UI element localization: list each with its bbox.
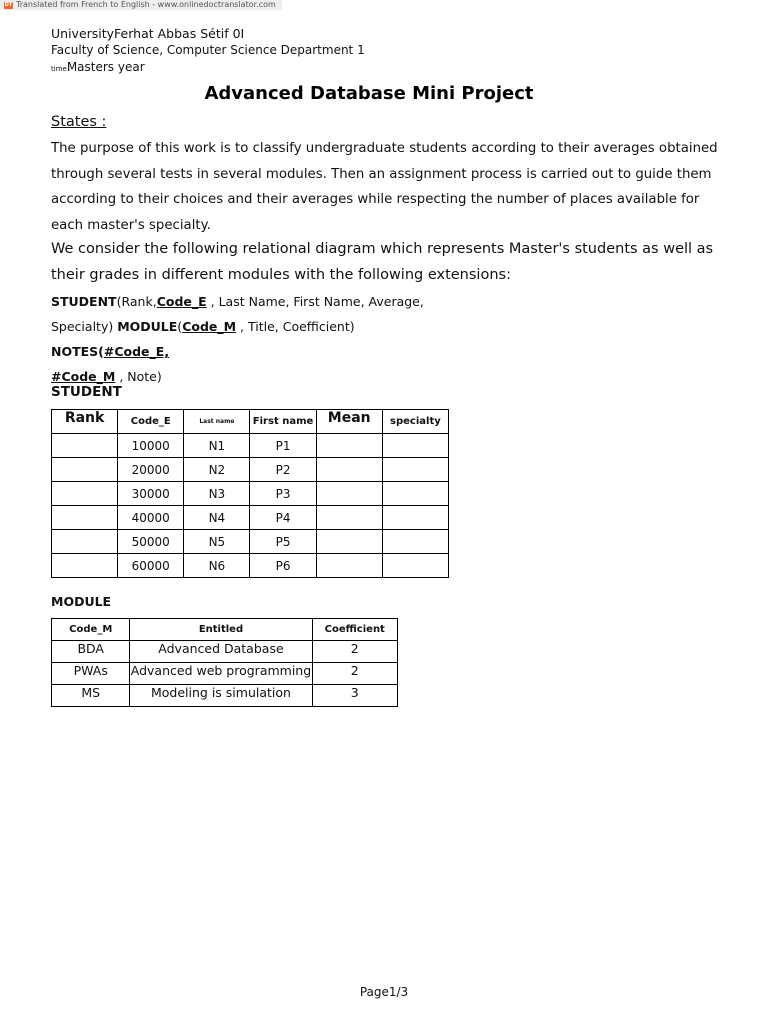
header-code-m: Code_M [52, 619, 130, 641]
translation-banner-text: Translated from French to English - www.onlinedoctranslator.com [16, 0, 276, 9]
table-cell: 40000 [118, 506, 184, 530]
table-cell: 20000 [118, 458, 184, 482]
table-row [52, 506, 449, 530]
table-row [52, 663, 398, 685]
table-cell [382, 482, 448, 506]
table-cell: N5 [184, 530, 250, 554]
table-row [52, 482, 449, 506]
table-cell: Modeling is simulation [130, 685, 312, 707]
table-cell: 2 [312, 663, 398, 685]
schema-key-code-m: Code_M [182, 319, 237, 334]
table-cell [52, 506, 118, 530]
university-line: UniversityFerhat Abbas Sétif 0I [51, 26, 245, 41]
table-cell [382, 530, 448, 554]
faculty-line: Faculty of Science, Computer Science Department 1 [51, 43, 365, 57]
header-entitled: Entitled [130, 619, 312, 641]
table-cell [316, 506, 382, 530]
table-cell [316, 530, 382, 554]
table-cell: BDA [52, 641, 130, 663]
module-table [51, 618, 398, 707]
table-cell: 3 [312, 685, 398, 707]
table-header-row [52, 619, 398, 641]
table-cell: N4 [184, 506, 250, 530]
table-header-row [52, 410, 449, 434]
table-cell: P6 [250, 554, 316, 578]
year-prefix: time [51, 65, 67, 73]
table-cell: 10000 [118, 434, 184, 458]
header-last-name: Last name [184, 410, 250, 434]
table-cell [52, 482, 118, 506]
table-cell: PWAs [52, 663, 130, 685]
header-mean: Mean [316, 410, 382, 434]
table-cell [382, 506, 448, 530]
header-code-e: Code_E [118, 410, 184, 434]
table-row [52, 641, 398, 663]
page-title: Advanced Database Mini Project [204, 83, 534, 104]
table-cell: P3 [250, 482, 316, 506]
table-cell: N1 [184, 434, 250, 458]
table-cell: P4 [250, 506, 316, 530]
year-line [51, 60, 145, 77]
table-cell: MS [52, 685, 130, 707]
schema-key-notes-code-m: #Code_M [51, 369, 116, 384]
table-cell: P1 [250, 434, 316, 458]
paragraph-purpose: The purpose of this work is to classify undergraduate students according to their averages obtained through several tests in several modules. Then an assignment process is carried out to guide them according to their choices and their averages while respecting the number of places available for each master's specialty. [51, 141, 718, 233]
schema-text: ( [98, 344, 104, 359]
module-section-label: MODULE [51, 594, 112, 609]
student-section-label: STUDENT [51, 384, 122, 400]
schema-key-code-e: Code_E [156, 294, 207, 309]
table-cell: 2 [312, 641, 398, 663]
table-cell: N2 [184, 458, 250, 482]
schema-student-name: STUDENT [51, 294, 117, 309]
header-coefficient: Coefficient [312, 619, 398, 641]
table-cell: Advanced Database [130, 641, 312, 663]
year-text: Masters year [66, 60, 145, 74]
schema-notes-name: NOTES [51, 344, 99, 359]
table-cell: N3 [184, 482, 250, 506]
table-cell: Advanced web programming [130, 663, 312, 685]
translation-banner[interactable] [0, 0, 282, 10]
states-heading: States : [51, 114, 107, 130]
table-cell [52, 434, 118, 458]
table-row [52, 458, 449, 482]
schema-text: , Last Name, First Name, Average, [206, 294, 424, 309]
header-specialty: specialty [382, 410, 448, 434]
schema-text: (Rank, [116, 294, 157, 309]
table-cell: 30000 [118, 482, 184, 506]
header-rank: Rank [52, 410, 118, 434]
schema-text: ( [177, 319, 183, 334]
table-row [52, 685, 398, 707]
schema-module-name: MODULE [117, 319, 178, 334]
table-cell [382, 554, 448, 578]
schema-text: Specialty) [51, 319, 118, 334]
table-cell [316, 482, 382, 506]
table-cell [52, 530, 118, 554]
table-row [52, 554, 449, 578]
schema-text: , Note) [115, 369, 162, 384]
relational-schema [51, 289, 471, 389]
table-cell [316, 554, 382, 578]
student-table [51, 409, 449, 578]
page-number: Page1/3 [359, 985, 409, 999]
table-row [52, 530, 449, 554]
translate-icon: DT [4, 1, 13, 8]
table-cell: P2 [250, 458, 316, 482]
table-cell [316, 434, 382, 458]
table-cell: P5 [250, 530, 316, 554]
paragraph-diagram: We consider the following relational diagram which represents Master's students as well as their grades in different modules with the following extensions: [51, 241, 714, 283]
table-cell [316, 458, 382, 482]
table-cell [52, 554, 118, 578]
schema-key-notes-code-e: #Code_E, [103, 344, 170, 359]
table-cell: N6 [184, 554, 250, 578]
table-cell: 60000 [118, 554, 184, 578]
schema-text: , Title, Coefficient) [236, 319, 355, 334]
table-row [52, 434, 449, 458]
table-cell [382, 434, 448, 458]
table-cell [382, 458, 448, 482]
table-cell [52, 458, 118, 482]
table-cell: 50000 [118, 530, 184, 554]
header-first-name: First name [250, 410, 316, 434]
